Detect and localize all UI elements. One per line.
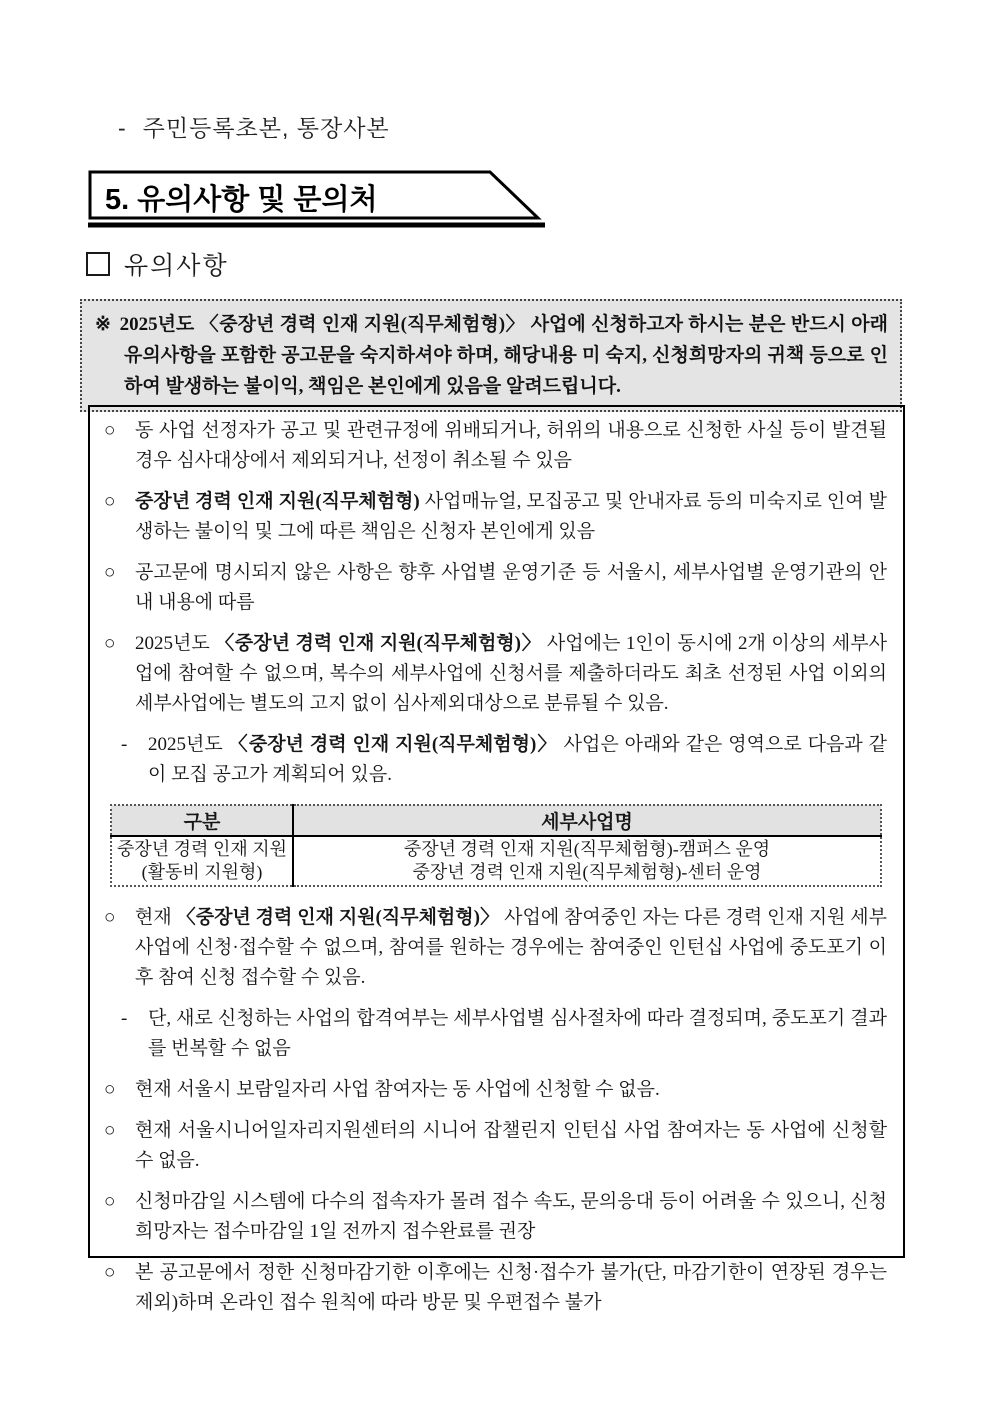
notice-item <box>104 416 887 476</box>
rules-box <box>88 405 905 1313</box>
item-text-segment: 사업에는 1인이 동시에 2개 이상의 세부사업에 참여할 수 없으며, 복수의 세부사업에 신청서를 제출하더라도 최초 선정된 사업 이외의 세부사업에는 별도의 고지 없이 심사제외대상으로 분류될 수 있음. <box>135 633 887 714</box>
notice-item <box>104 1116 887 1176</box>
program-line: 중장년 경력 인재 지원(직무체험형)-센터 운영 <box>412 862 762 882</box>
item-text-segment: 본 공고문에서 정한 신청마감기한 이후에는 신청·접수가 불가(단, 마감기한이 연장된 경우는 제외)하며 온라인 접수 원칙에 따라 방문 및 우편접수 불가 <box>135 1262 887 1313</box>
bullet-icon: ○ <box>104 633 116 654</box>
item-text-segment: 사업에 참여중인 자는 다른 경력 인재 지원 세부사업에 신청·접수할 수 없으며, 참여를 원하는 경우에는 참여중인 인턴십 사업에 중도포기 이후 참여 신청 접수할 수 있음. <box>135 907 887 988</box>
item-text <box>135 907 887 988</box>
subsection-heading <box>86 246 229 282</box>
item-text-segment: 단, 새로 신청하는 사업의 합격여부는 세부사업별 심사절차에 따라 결정되며, 중도포기 결과를 번복할 수 없음 <box>148 1008 887 1059</box>
reference-mark-icon: ※ <box>95 314 112 335</box>
notice-text <box>95 309 888 402</box>
notice-item <box>121 1004 887 1064</box>
item-text-segment: 현재 <box>135 907 177 928</box>
category-line: 중장년 경력 인재 지원 <box>117 839 287 859</box>
item-text <box>135 562 887 613</box>
item-text-segment: 신청마감일 시스템에 다수의 접속자가 몰려 접수 속도, 문의응대 등이 어려울 수 있으니, 신청희망자는 접수마감일 1일 전까지 접수완료를 권장 <box>135 1191 887 1242</box>
bullet-icon: - <box>121 1008 128 1029</box>
table-cell-programs <box>293 836 881 886</box>
dash-bullet: - <box>118 115 127 141</box>
program-table <box>110 804 882 887</box>
item-text-bold: 〈중장년 경력 인재 지원(직무체험형)〉 <box>228 734 558 755</box>
item-text-segment: 2025년도 <box>135 633 216 654</box>
item-text-segment: 2025년도 <box>148 734 229 755</box>
item-text <box>135 633 887 714</box>
item-text-bold: 〈중장년 경력 인재 지원(직무체험형)〉 <box>215 633 542 654</box>
top-note-text: 주민등록초본, 통장사본 <box>142 115 390 141</box>
notice-box <box>80 299 902 412</box>
item-text <box>148 734 887 785</box>
section-banner <box>88 170 558 230</box>
item-text-segment: 사업은 아래와 같은 영역으로 다음과 같이 모집 공고가 계획되어 있음. <box>148 734 887 785</box>
item-text-segment: 동 사업 선정자가 공고 및 관련규정에 위배되거나, 허위의 내용으로 신청한 사실 등이 발견될 경우 심사대상에서 제외되거나, 선정이 취소될 수 있음 <box>135 420 887 471</box>
program-table-wrap <box>110 804 887 887</box>
notice-item <box>104 487 887 547</box>
bullet-icon: ○ <box>104 1079 116 1100</box>
bullet-icon: ○ <box>104 1262 116 1283</box>
bullet-icon: ○ <box>104 491 116 512</box>
checkbox-square-icon <box>86 252 110 276</box>
section-title: 5. 유의사항 및 문의처 <box>105 184 378 216</box>
item-text-bold: 〈중장년 경력 인재 지원(직무체험형)〉 <box>176 907 500 928</box>
bullet-icon: - <box>121 734 128 755</box>
notice-item <box>104 629 887 719</box>
item-text <box>135 1191 887 1242</box>
notice-item <box>104 903 887 993</box>
program-line: 중장년 경력 인재 지원(직무체험형)-캠퍼스 운영 <box>403 839 771 859</box>
item-text-segment: 현재 서울시 보람일자리 사업 참여자는 동 사업에 신청할 수 없음. <box>135 1079 660 1100</box>
items-after-table <box>104 903 887 1318</box>
bullet-icon: ○ <box>104 1191 116 1212</box>
table-header-row <box>111 805 881 836</box>
item-text <box>135 1262 887 1313</box>
item-text <box>135 1120 887 1171</box>
item-text <box>135 1079 660 1100</box>
item-text-bold: 중장년 경력 인재 지원(직무체험형) <box>135 491 420 512</box>
bullet-icon: ○ <box>104 907 116 928</box>
notice-item <box>104 1258 887 1318</box>
items-before-table <box>104 416 887 790</box>
item-text <box>135 491 887 542</box>
notice-item <box>104 558 887 618</box>
notice-item <box>121 730 887 790</box>
category-line: (활동비 지원형) <box>141 862 263 882</box>
notice-item <box>104 1075 887 1105</box>
item-text <box>135 420 887 471</box>
notice-body: 2025년도 〈중장년 경력 인재 지원(직무체험형)〉 사업에 신청하고자 하시는 분은 반드시 아래 유의사항을 포함한 공고문을 숙지하셔야 하며, 해당내용 미 숙지, 신청희망자의 귀책 등으로 인하여 발생하는 불이익, 책임은 본인에게 있음을 알려드립니다. <box>119 314 888 397</box>
item-text-segment: 현재 서울시니어일자리지원센터의 시니어 잡챌린지 인턴십 사업 참여자는 동 사업에 신청할 수 없음. <box>135 1120 887 1171</box>
table-header-program: 세부사업명 <box>293 805 881 836</box>
bullet-icon: ○ <box>104 562 116 583</box>
table-cell-category <box>111 836 293 886</box>
table-row <box>111 836 881 886</box>
subsection-title: 유의사항 <box>124 252 229 280</box>
item-text-segment: 사업매뉴얼, 모집공고 및 안내자료 등의 미숙지로 인여 발생하는 불이익 및 그에 따른 책임은 신청자 본인에게 있음 <box>135 491 887 542</box>
top-note <box>118 110 390 143</box>
table-header-category: 구분 <box>111 805 293 836</box>
item-text <box>148 1008 887 1059</box>
bullet-icon: ○ <box>104 420 116 441</box>
notice-item <box>104 1187 887 1247</box>
item-text-segment: 공고문에 명시되지 않은 사항은 향후 사업별 운영기준 등 서울시, 세부사업별 운영기관의 안내 내용에 따름 <box>135 562 887 613</box>
bullet-icon: ○ <box>104 1120 116 1141</box>
